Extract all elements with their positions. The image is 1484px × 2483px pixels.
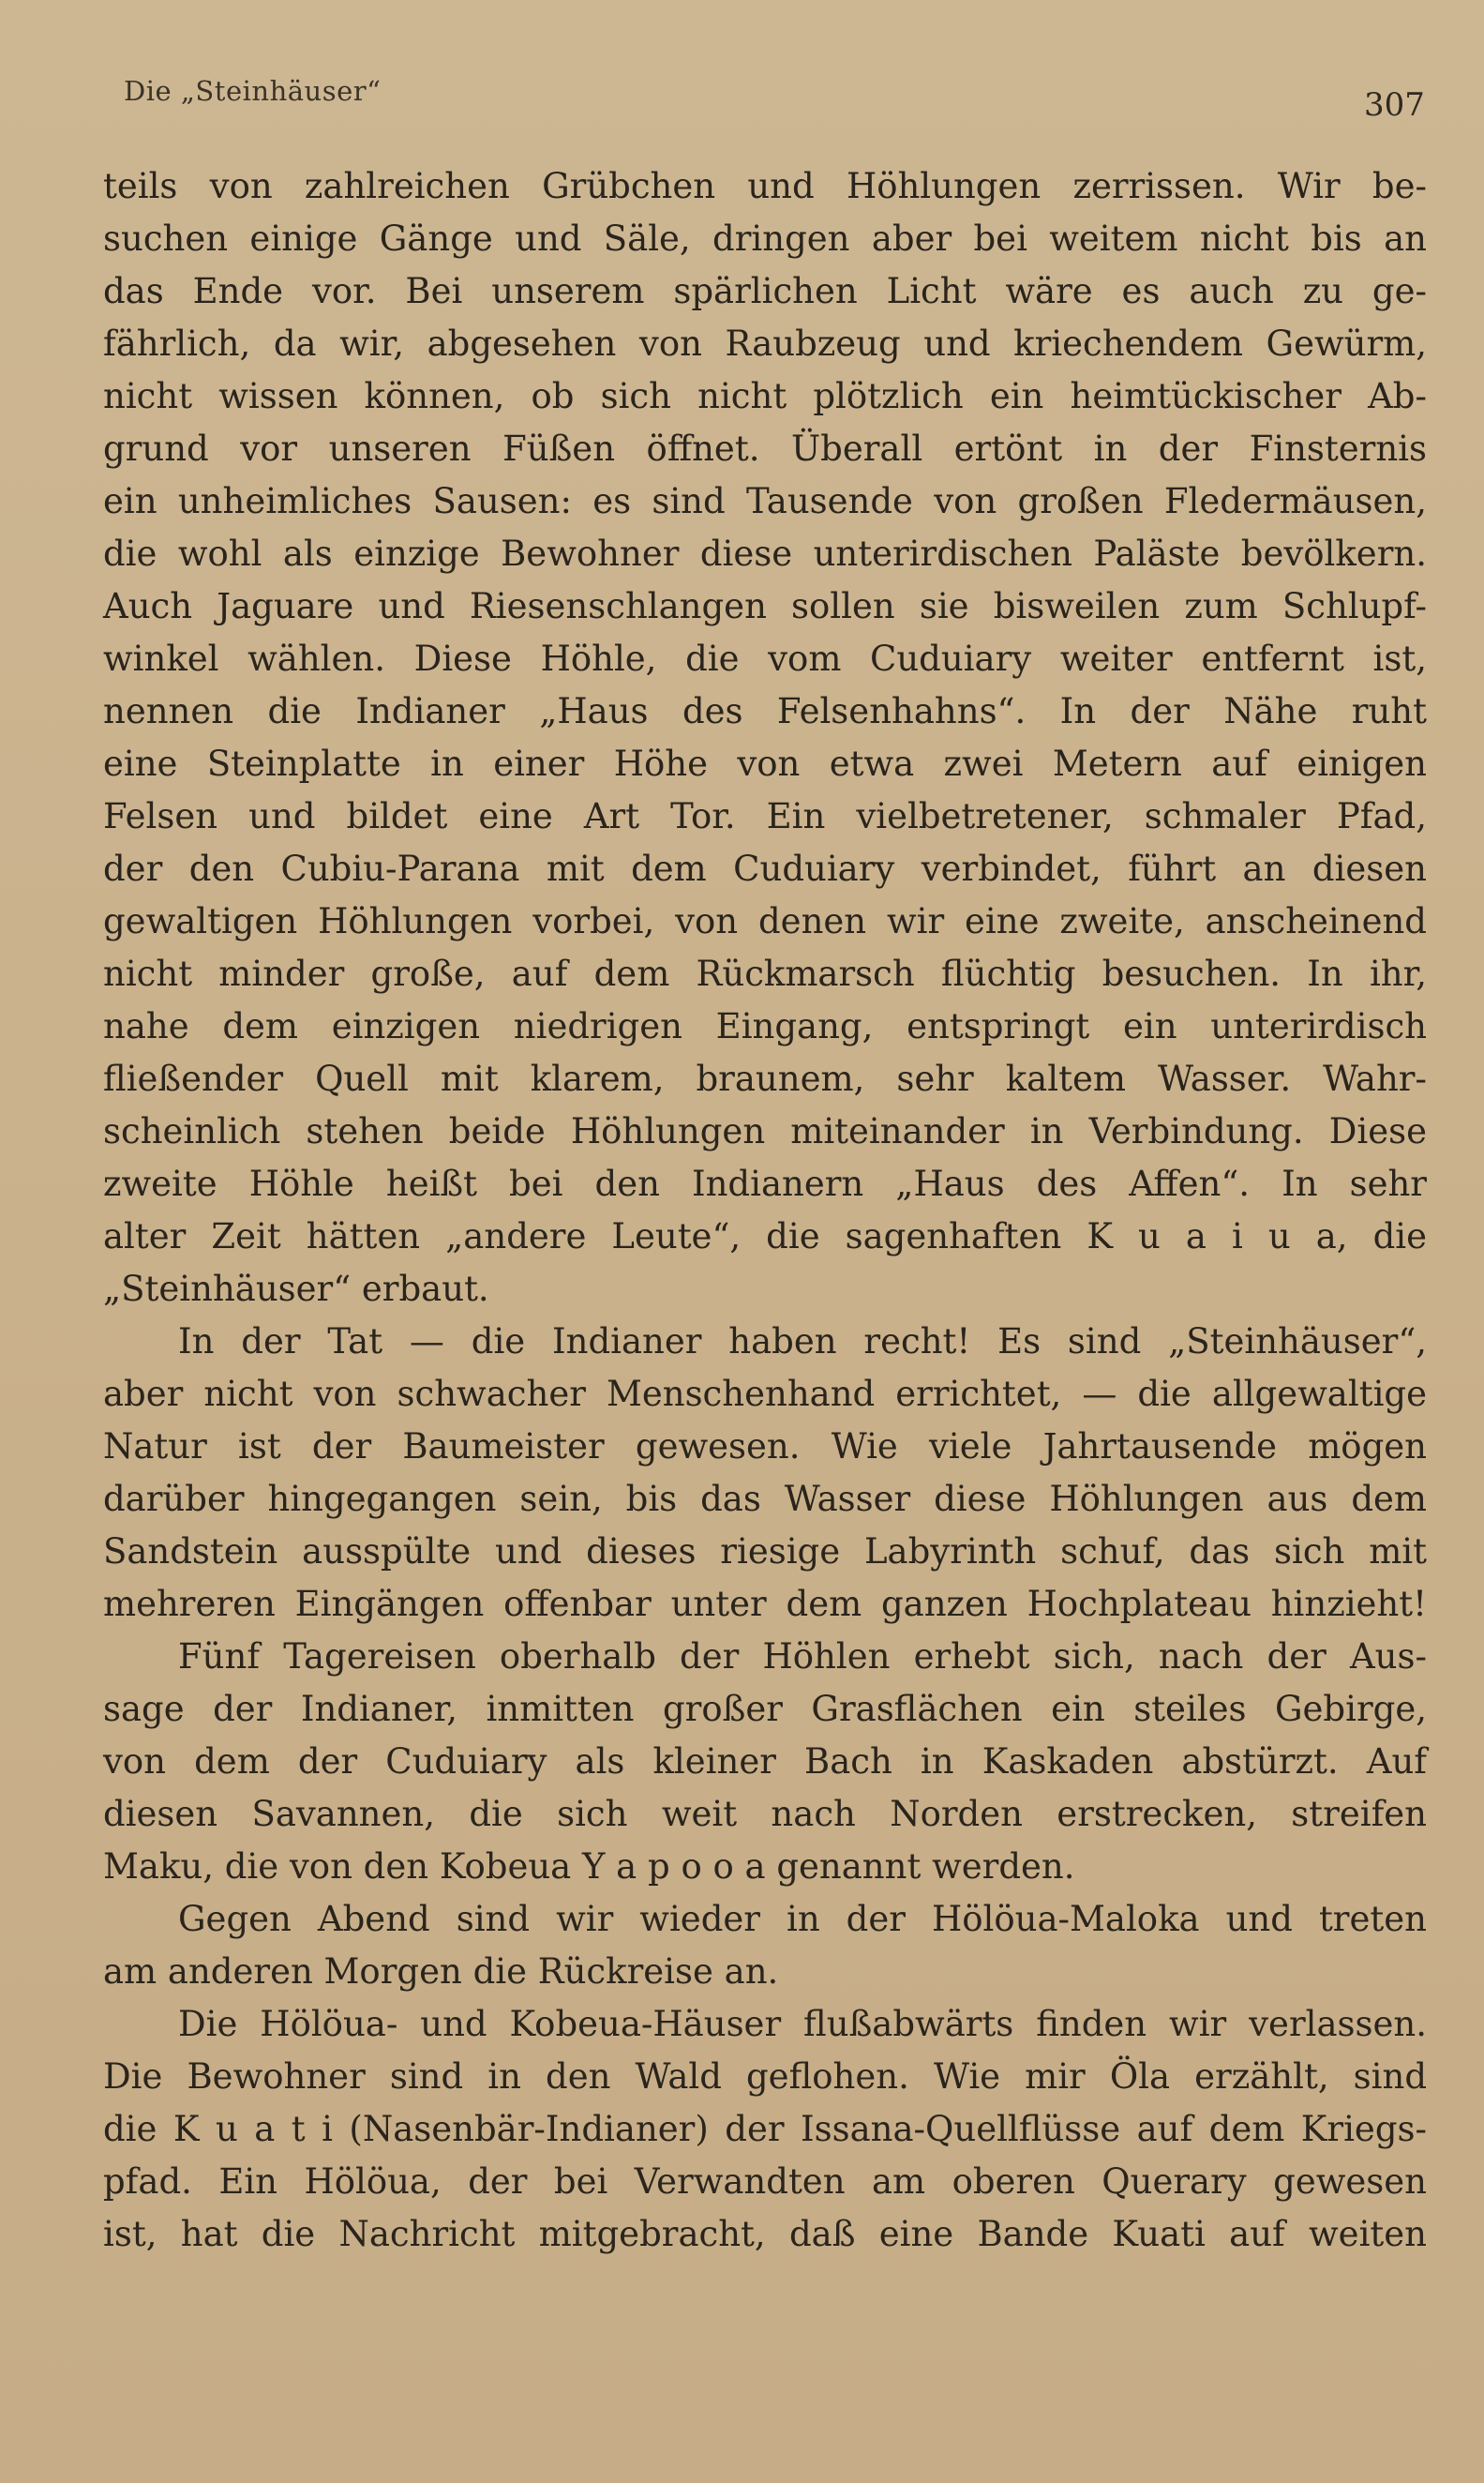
text-line: winkel wählen. Diese Höhle, die vom Cuduiary weiter entfernt ist, xyxy=(103,639,1427,679)
text-line: fließender Quell mit klarem, braunem, sehr kaltem Wasser. Wahr- xyxy=(103,1059,1427,1099)
running-title: Die „Steinhäuser“ xyxy=(124,75,382,107)
text-line: ist, hat die Nachricht mitgebracht, daß eine Bande Kuati auf weiten xyxy=(103,2214,1427,2254)
text-line: die K u a t i (Nasenbär-Indianer) der Issana-Quellflüsse auf dem Kriegs- xyxy=(103,2109,1427,2149)
text-line: nahe dem einzigen niedrigen Eingang, entspringt ein unterirdisch xyxy=(103,1006,1427,1046)
text-line: „Steinhäuser“ erbaut. xyxy=(103,1269,489,1309)
text-line: von dem der Cuduiary als kleiner Bach in Kaskaden abstürzt. Auf xyxy=(103,1741,1427,1782)
text-line: darüber hingegangen sein, bis das Wasser diese Höhlungen aus dem xyxy=(103,1479,1427,1519)
text-line: fährlich, da wir, abgesehen von Raubzeug und kriechendem Gewürm, xyxy=(103,324,1427,364)
text-line: pfad. Ein Hölöua, der bei Verwandten am oberen Querary gewesen xyxy=(103,2161,1427,2202)
text-line: grund vor unseren Füßen öffnet. Überall ertönt in der Finsternis xyxy=(103,429,1427,469)
text-line: Auch Jaguare und Riesenschlangen sollen sie bisweilen zum Schlupf- xyxy=(103,586,1427,626)
text-line: aber nicht von schwacher Menschenhand errichtet, — die allgewaltige xyxy=(103,1374,1427,1414)
text-line: sage der Indianer, inmitten großer Grasflächen ein steiles Gebirge, xyxy=(103,1689,1427,1729)
text-line: die wohl als einzige Bewohner diese unterirdischen Paläste bevölkern. xyxy=(103,534,1427,574)
text-line: In der Tat — die Indianer haben recht! Es sind „Steinhäuser“, xyxy=(178,1321,1427,1362)
text-line: mehreren Eingängen offenbar unter dem ganzen Hochplateau hinzieht! xyxy=(103,1584,1427,1624)
text-line: Natur ist der Baumeister gewesen. Wie viele Jahrtausende mögen xyxy=(103,1426,1427,1467)
text-line: am anderen Morgen die Rückreise an. xyxy=(103,1951,779,1992)
text-line: Die Bewohner sind in den Wald geflohen. Wie mir Öla erzählt, sind xyxy=(103,2056,1427,2097)
text-line: scheinlich stehen beide Höhlungen miteinander in Verbindung. Diese xyxy=(103,1111,1427,1151)
text-line: eine Steinplatte in einer Höhe von etwa zwei Metern auf einigen xyxy=(103,744,1427,784)
text-line: diesen Savannen, die sich weit nach Norden erstrecken, streifen xyxy=(103,1794,1427,1834)
text-line: Sandstein ausspülte und dieses riesige Labyrinth schuf, das sich mit xyxy=(103,1531,1427,1572)
text-line: nicht wissen können, ob sich nicht plötzlich ein heimtückischer Ab- xyxy=(103,376,1427,416)
text-line: gewaltigen Höhlungen vorbei, von denen wir eine zweite, anscheinend xyxy=(103,901,1427,941)
text-line: Maku, die von den Kobeua Y a p o o a genannt werden. xyxy=(103,1846,1075,1887)
page-number: 307 xyxy=(1364,86,1425,124)
text-line: Die Hölöua- und Kobeua-Häuser flußabwärts finden wir verlassen. xyxy=(178,2004,1427,2044)
text-line: Felsen und bildet eine Art Tor. Ein vielbetretener, schmaler Pfad, xyxy=(103,796,1427,836)
text-line: zweite Höhle heißt bei den Indianern „Haus des Affen“. In sehr xyxy=(103,1164,1427,1204)
text-line: suchen einige Gänge und Säle, dringen aber bei weitem nicht bis an xyxy=(103,218,1427,259)
text-line: der den Cubiu-Parana mit dem Cuduiary verbindet, führt an diesen xyxy=(103,849,1427,889)
text-line: alter Zeit hätten „andere Leute“, die sagenhaften K u a i u a, die xyxy=(103,1216,1427,1257)
text-line: Gegen Abend sind wir wieder in der Hölöua-Maloka und treten xyxy=(178,1899,1427,1939)
text-line: nennen die Indianer „Haus des Felsenhahns“. In der Nähe ruht xyxy=(103,691,1427,731)
text-line: teils von zahlreichen Grübchen und Höhlungen zerrissen. Wir be- xyxy=(103,166,1427,206)
text-line: ein unheimliches Sausen: es sind Tausende von großen Fledermäusen, xyxy=(103,481,1427,521)
text-line: Fünf Tagereisen oberhalb der Höhlen erhebt sich, nach der Aus- xyxy=(178,1636,1427,1677)
text-line: das Ende vor. Bei unserem spärlichen Licht wäre es auch zu ge- xyxy=(103,271,1427,311)
text-line: nicht minder große, auf dem Rückmarsch flüchtig besuchen. In ihr, xyxy=(103,954,1427,994)
